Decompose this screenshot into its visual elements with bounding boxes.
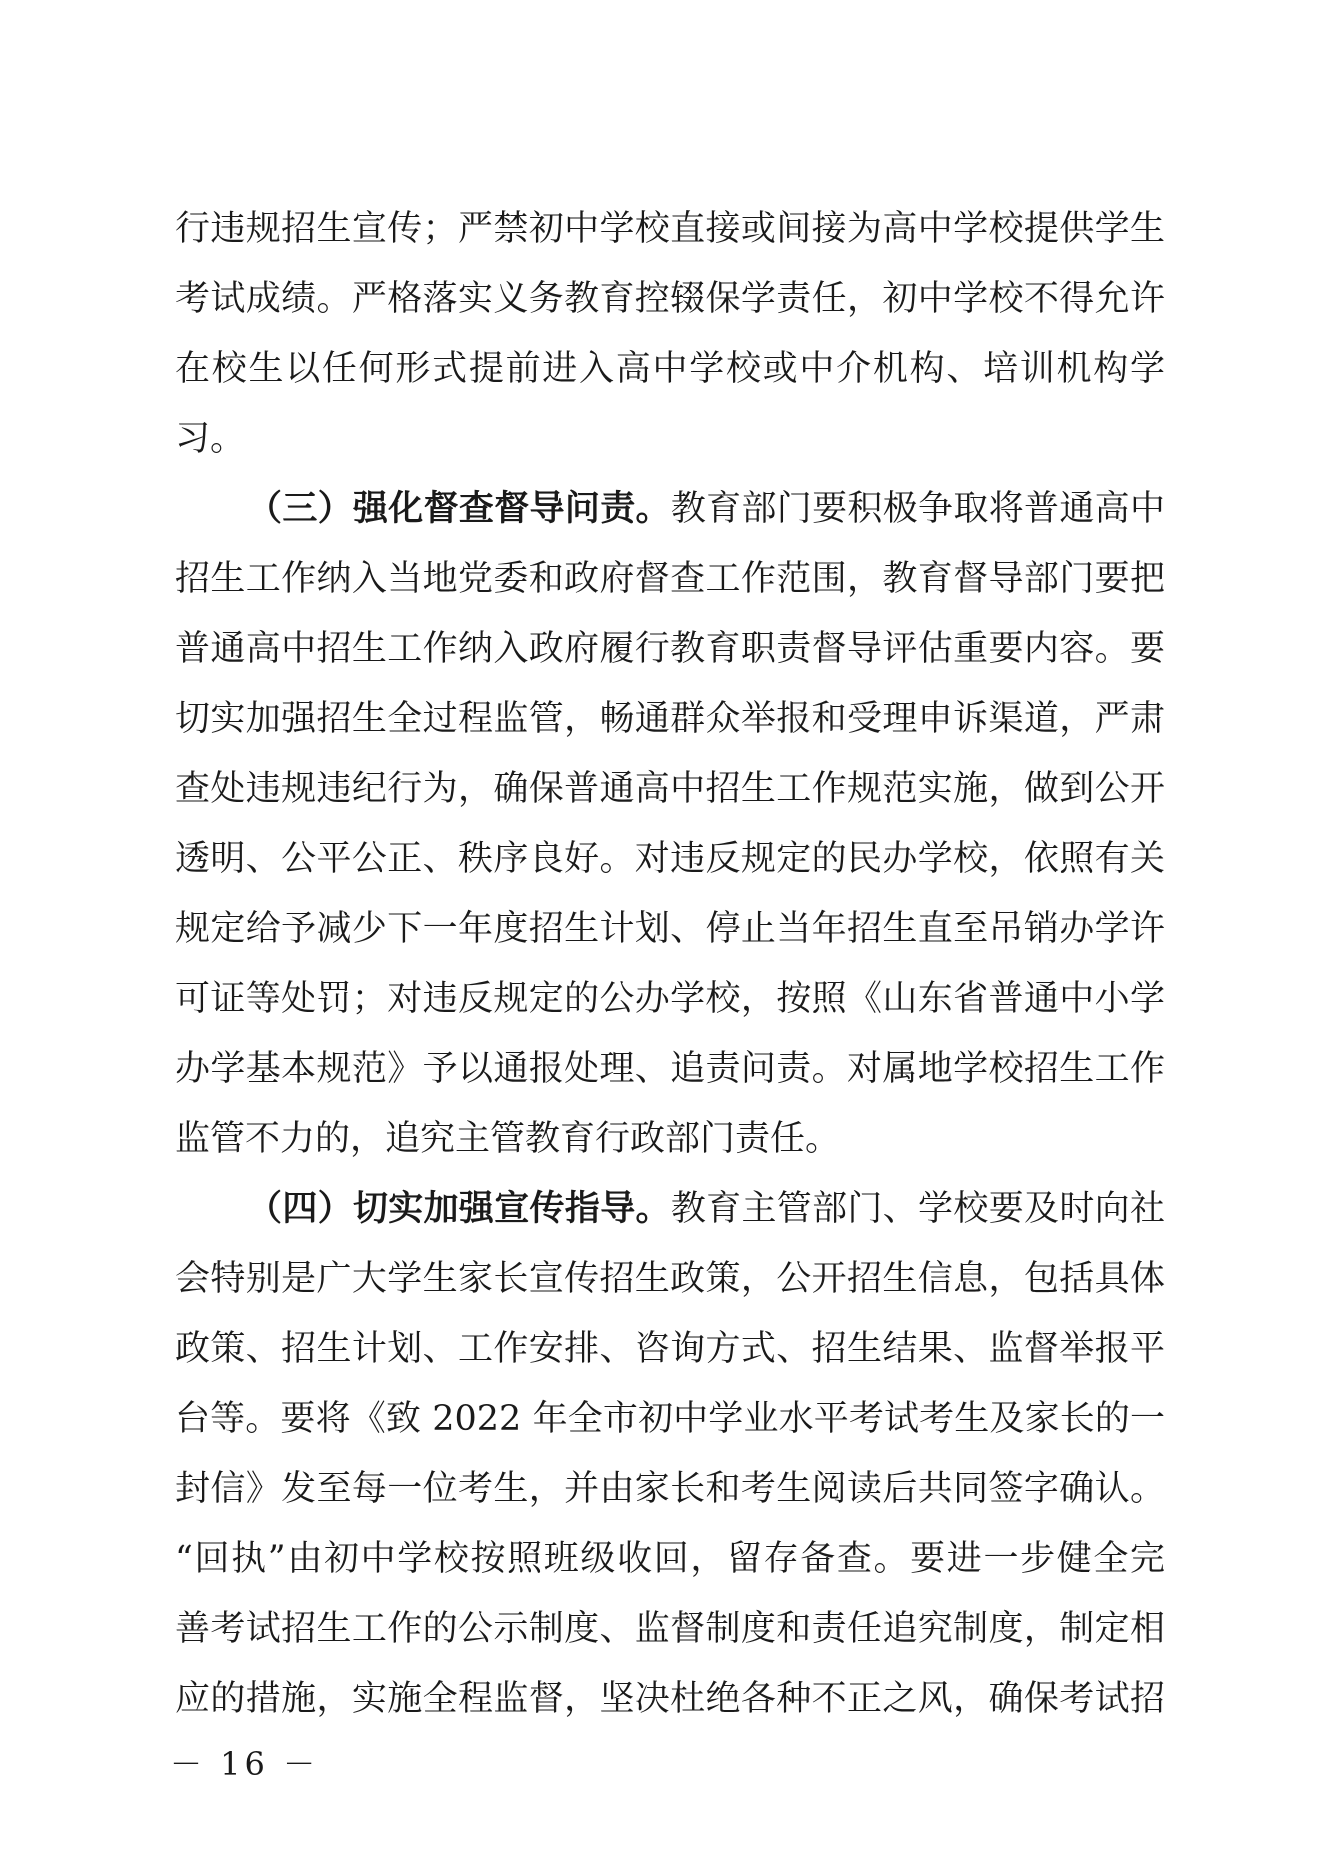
line-text: 封信》发至每一位考生，并由家长和考生阅读后共同签字确认。: [175, 1469, 1165, 1509]
line-text: 善考试招生工作的公示制度、监督制度和责任追究制度，制定相: [175, 1609, 1165, 1649]
text-line: [175, 754, 1165, 824]
text-line: [175, 964, 1165, 1034]
text-line: [175, 614, 1165, 684]
text-line: [175, 194, 1165, 264]
line-text: 台等。要将《致 2022 年全市初中学业水平考试考生及家长的一: [175, 1399, 1165, 1439]
text-line: [175, 474, 1165, 544]
text-line: [175, 1174, 1165, 1244]
line-text: 办学基本规范》予以通报处理、追责问责。对属地学校招生工作: [175, 1049, 1165, 1089]
text-line: [175, 264, 1165, 334]
text-line: [175, 544, 1165, 614]
line-text: 考试成绩。严格落实义务教育控辍保学责任，初中学校不得允许: [175, 279, 1165, 319]
section-heading: （三）强化督查督导问责。: [247, 489, 671, 529]
text-line: [175, 684, 1165, 754]
line-text: 政策、招生计划、工作安排、咨询方式、招生结果、监督举报平: [175, 1329, 1165, 1369]
line-text: 教育主管部门、学校要及时向社: [670, 1189, 1165, 1229]
line-text: 普通高中招生工作纳入政府履行教育职责督导评估重要内容。要: [175, 629, 1165, 669]
line-text: 习。: [175, 419, 246, 459]
line-text: 规定给予减少下一年度招生计划、停止当年招生直至吊销办学许: [175, 909, 1165, 949]
text-line: [175, 1314, 1165, 1384]
line-text: 招生工作纳入当地党委和政府督查工作范围，教育督导部门要把: [175, 559, 1165, 599]
text-line: [175, 1594, 1165, 1664]
line-text: 透明、公平公正、秩序良好。对违反规定的民办学校，依照有关: [175, 839, 1165, 879]
text-line: [175, 894, 1165, 964]
text-line: [175, 404, 1165, 474]
line-text: 行违规招生宣传；严禁初中学校直接或间接为高中学校提供学生: [175, 209, 1165, 249]
text-line: [175, 1454, 1165, 1524]
text-line: [175, 824, 1165, 894]
text-line: [175, 1034, 1165, 1104]
text-line: [175, 334, 1165, 404]
page-number: － 16 －: [170, 1745, 320, 1783]
body-text: [175, 194, 1165, 1734]
line-text: 监管不力的，追究主管教育行政部门责任。: [175, 1119, 841, 1159]
text-line: [175, 1384, 1165, 1454]
line-text: 查处违规违纪行为，确保普通高中招生工作规范实施，做到公开: [175, 769, 1165, 809]
text-line: [175, 1664, 1165, 1734]
line-text: 教育部门要积极争取将普通高中: [670, 489, 1165, 529]
text-line: [175, 1104, 1165, 1174]
line-text: 切实加强招生全过程监管，畅通群众举报和受理申诉渠道，严肃: [175, 699, 1165, 739]
line-text: 可证等处罚；对违反规定的公办学校，按照《山东省普通中小学: [175, 979, 1165, 1019]
line-text: 在校生以任何形式提前进入高中学校或中介机构、培训机构学: [175, 349, 1165, 389]
text-line: [175, 1244, 1165, 1314]
line-text: 会特别是广大学生家长宣传招生政策，公开招生信息，包括具体: [175, 1259, 1165, 1299]
line-text: 应的措施，实施全程监督，坚决杜绝各种不正之风，确保考试招: [175, 1679, 1165, 1719]
section-heading: （四）切实加强宣传指导。: [247, 1189, 671, 1229]
line-text: “回执”由初中学校按照班级收回，留存备查。要进一步健全完: [175, 1539, 1165, 1579]
text-line: [175, 1524, 1165, 1594]
